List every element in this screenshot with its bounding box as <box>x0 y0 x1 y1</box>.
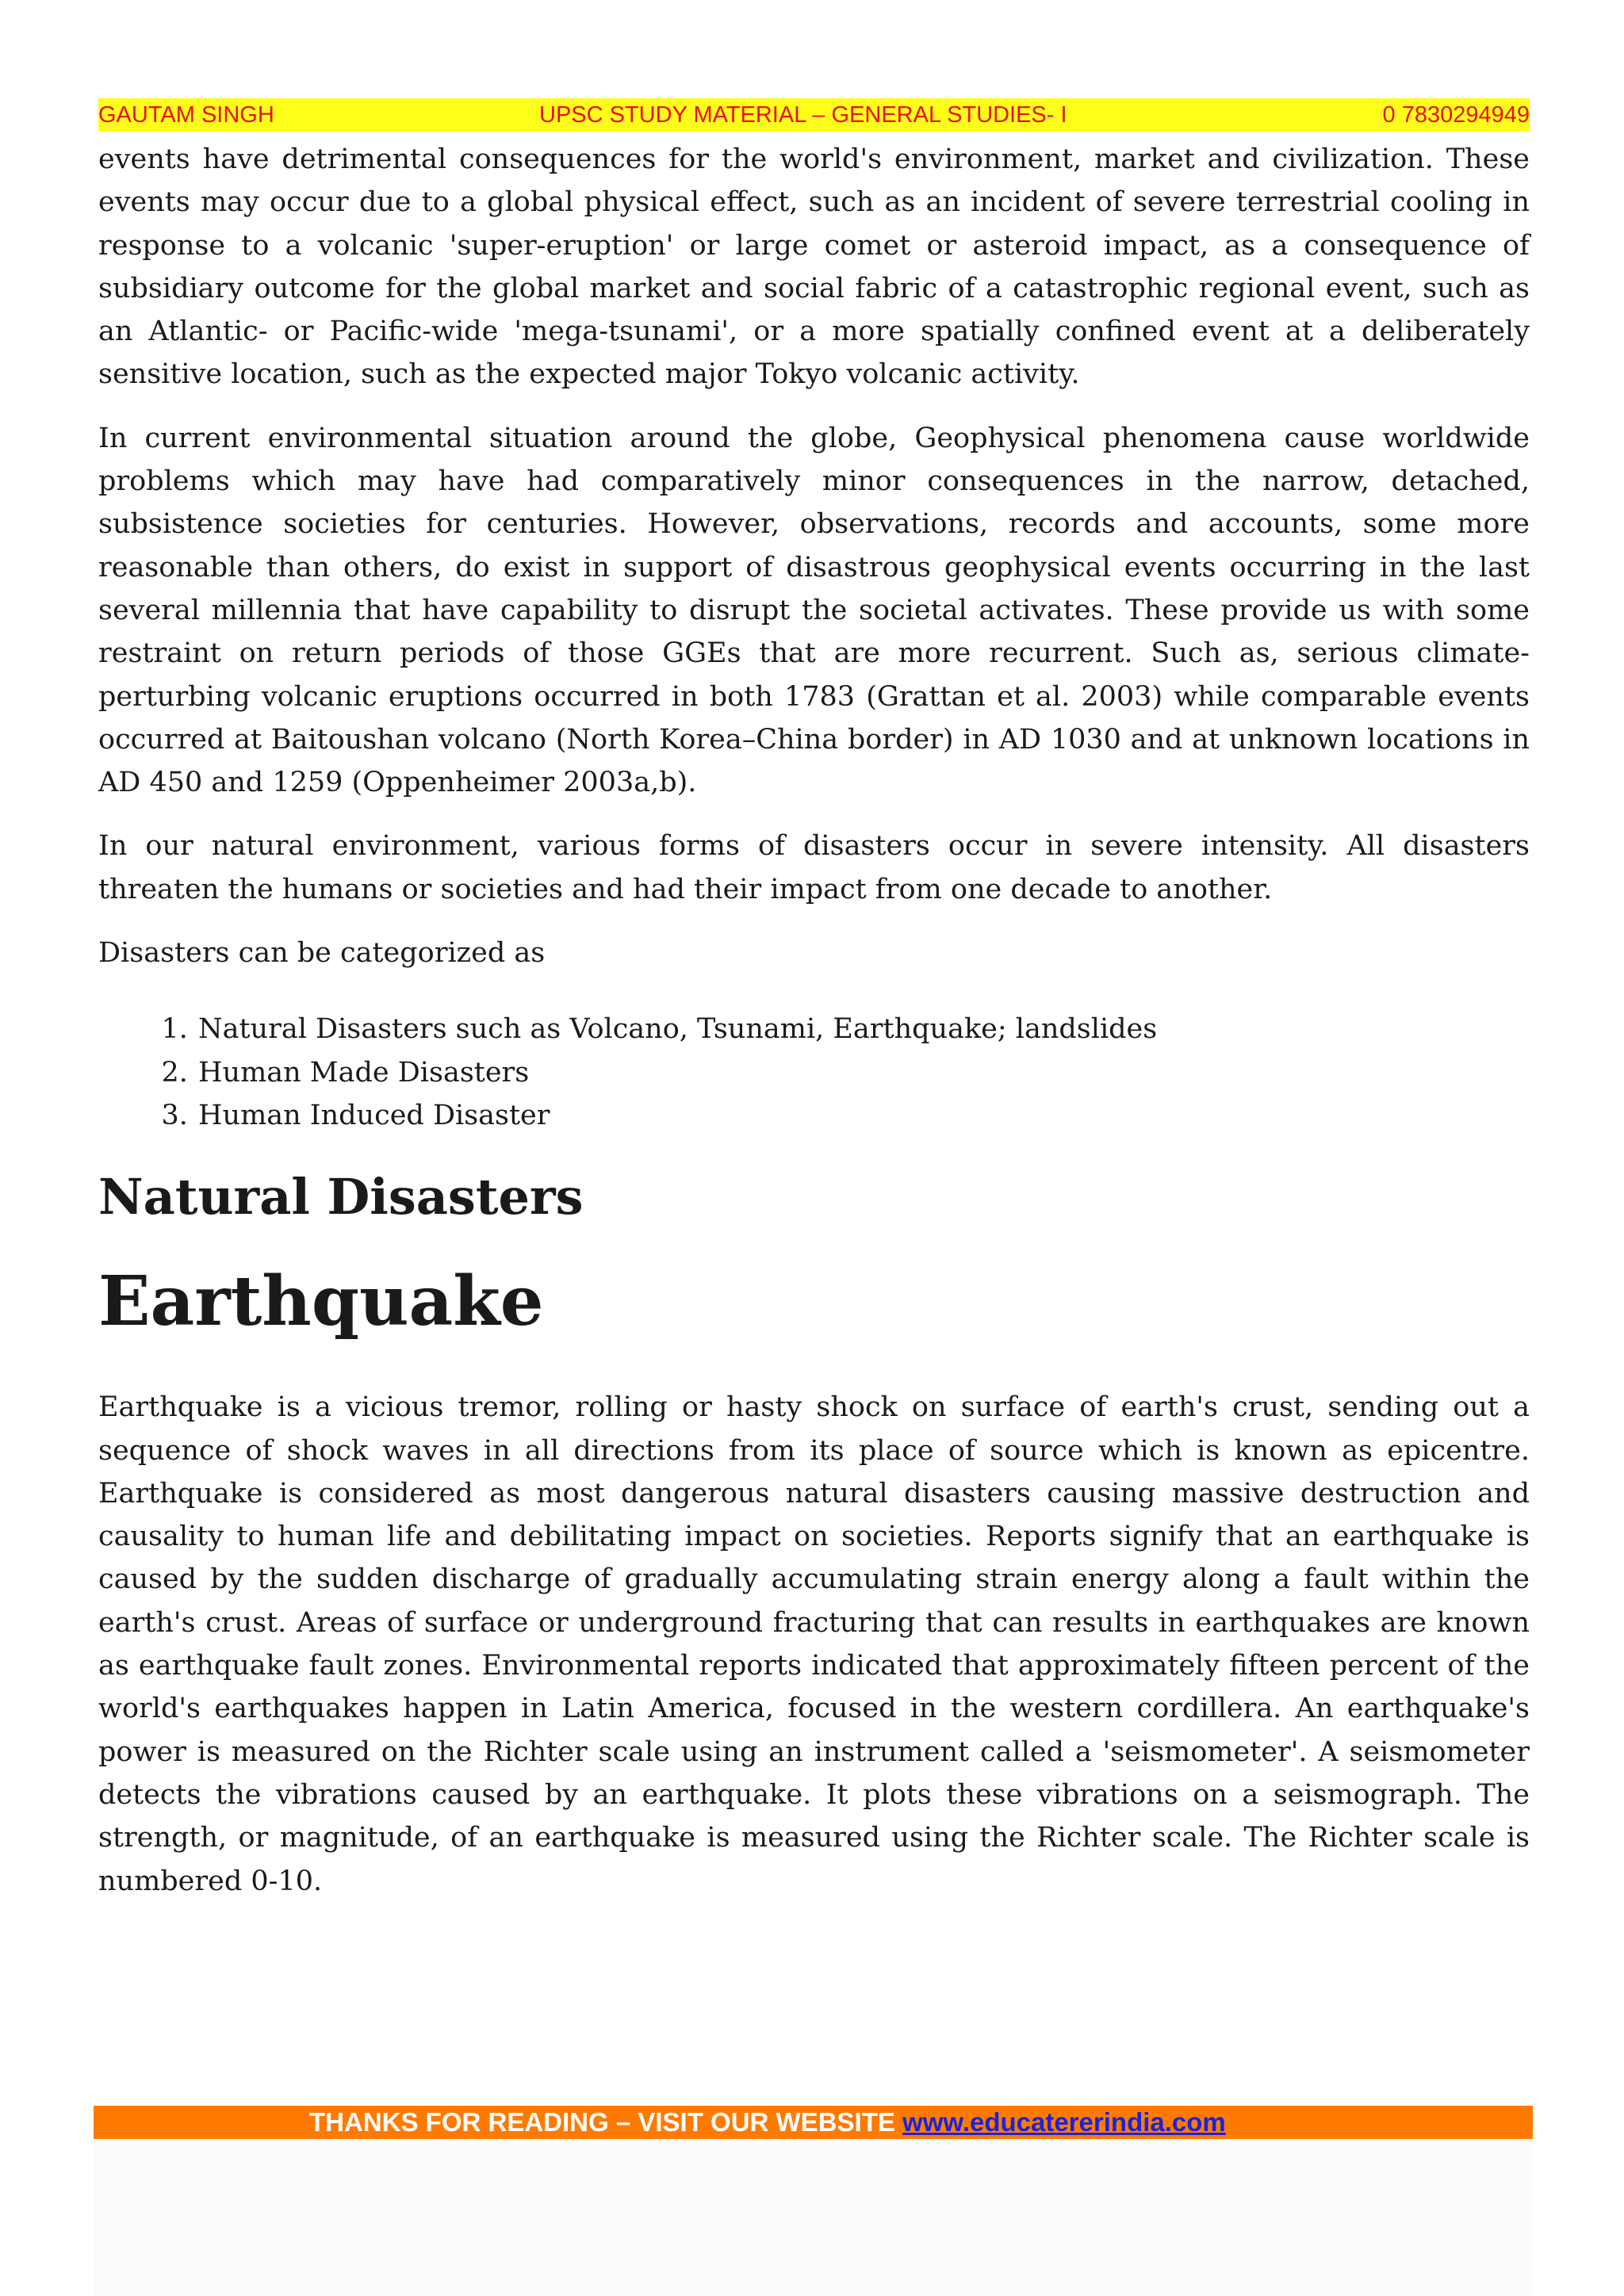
header-author: GAUTAM SINGH <box>98 102 274 128</box>
paragraph-geophysical: In current environmental situation around the globe, Geophysical phenomena cause worldwide problems which may have had comparatively minor consequences in the narrow, detached, subsistence societies for centuries. However, observations, records and accounts, some more reasonable than others, do exist in support of disastrous geophysical events occurring in the last several millennia that have capability to disrupt the societal activates. These provide us with some restraint on return periods of those GGEs that are more recurrent. Such as, serious climate-perturbing volcanic eruptions occurred in both 1783 (Grattan et al. 2003) while comparable events occurred at Baitoushan volcano (North Korea–China border) in AD 1030 and at unknown locations in AD 450 and 1259 (Oppenheimer 2003a,b). <box>98 422 1530 799</box>
list-item: 2. Human Made Disasters <box>197 1051 1530 1094</box>
list-item: 3. Human Induced Disaster <box>197 1094 1530 1137</box>
footer-shade <box>94 2139 1533 2296</box>
paragraph-categories-intro: Disasters can be categorized as <box>98 937 546 970</box>
topic-heading: Earthquake <box>98 1261 544 1342</box>
list-item: 1. Natural Disasters such as Volcano, Tsunami, Earthquake; landslides <box>197 1008 1530 1050</box>
website-link[interactable]: www.educatererindia.com <box>902 2107 1226 2137</box>
page-footer <box>94 2106 1533 2139</box>
page-header <box>98 98 1530 132</box>
footer-message <box>309 2106 1226 2139</box>
footer-text: THANKS FOR READING – VISIT OUR WEBSITE <box>309 2107 903 2137</box>
section-heading: Natural Disasters <box>98 1168 584 1226</box>
disaster-categories-list <box>98 1008 1530 1137</box>
paragraph-intro-continued: events have detrimental consequences for the world's environment, market and civilization. These events may occur due to a global physical effect, such as an incident of severe terrestrial cooling in response to a volcanic 'super-eruption' or large comet or asteroid impact, as a consequence of subsidiary outcome for the global market and social fabric of a catastrophic regional event, such as an Atlantic- or Pacific-wide 'mega-tsunami', or a more spatially confined event at a deliberately sensitive location, such as the expected major Tokyo volcanic activity. <box>98 144 1530 391</box>
header-phone: 0 7830294949 <box>1382 102 1530 128</box>
header-title: UPSC STUDY MATERIAL – GENERAL STUDIES- I <box>539 102 1067 128</box>
paragraph-earthquake: Earthquake is a vicious tremor, rolling or hasty shock on surface of earth's crust, sending out a sequence of shock waves in all directions from its place of source which is known as epicentre. Earthquake is considered as most dangerous natural disasters causing massive destruction and causality to human life and debilitating impact on societies. Reports signify that an earthquake is caused by the sudden discharge of gradually accumulating strain energy along a fault within the earth's crust. Areas of surface or underground fracturing that can results in earthquakes are known as earthquake fault zones. Environmental reports indicated that approximately fifteen percent of the world's earthquakes happen in Latin America, focused in the western cordillera. An earthquake's power is measured on the Richter scale using an instrument called a 'seismometer'. A seismometer detects the vibrations caused by an earthquake. It plots these vibrations on a seismograph. The strength, or magnitude, of an earthquake is measured using the Richter scale. The Richter scale is numbered 0-10. <box>98 1391 1530 1897</box>
paragraph-natural-environment: In our natural environment, various forms of disasters occur in severe intensity. All disasters threaten the humans or societies and had their impact from one decade to another. <box>98 830 1530 905</box>
page-content <box>98 138 1530 1903</box>
